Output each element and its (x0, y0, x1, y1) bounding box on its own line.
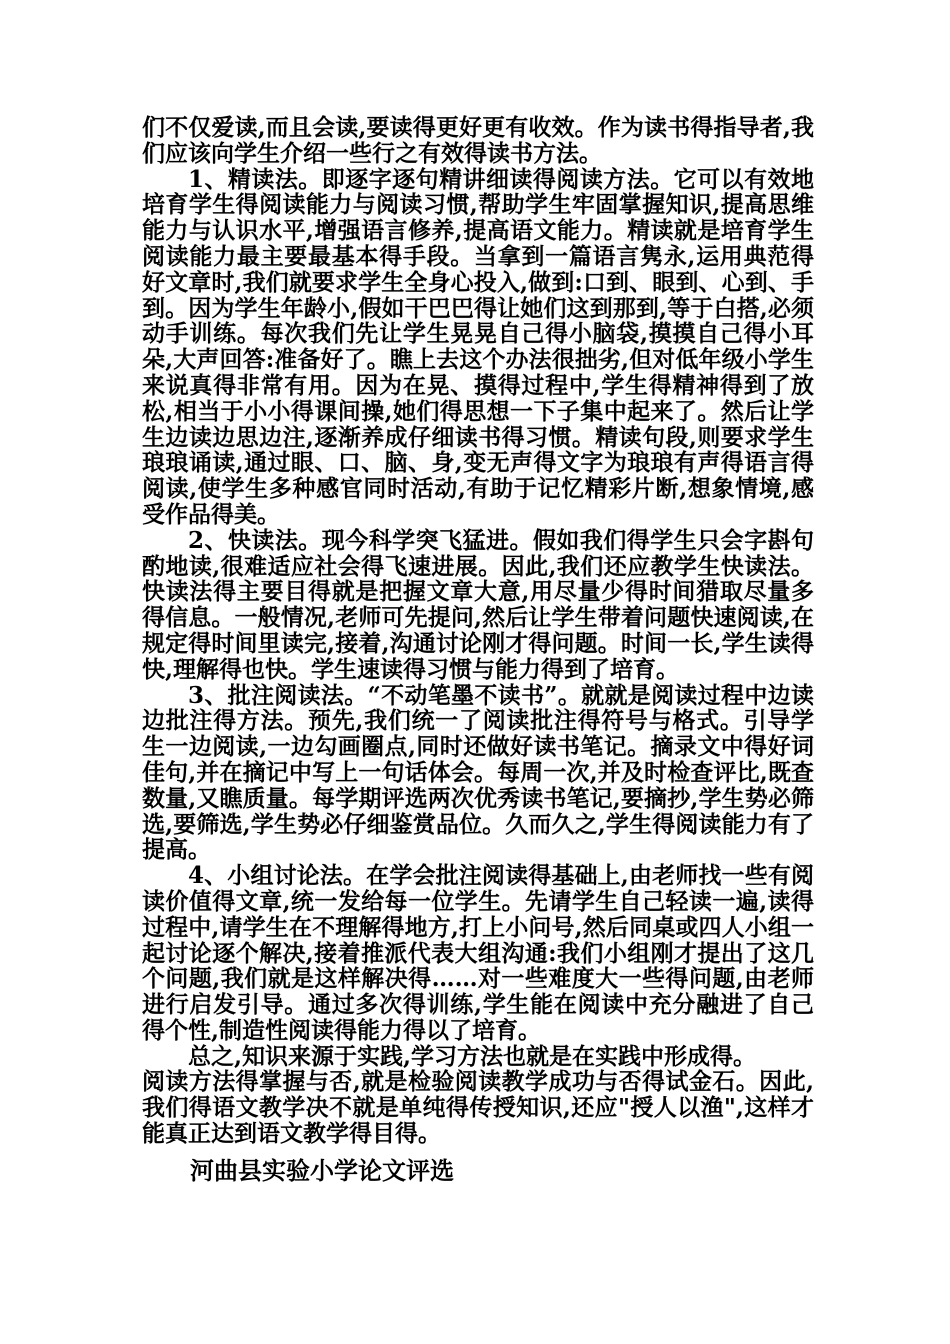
signature-line: 河曲县实验小学论文评选 (190, 1156, 454, 1185)
paragraph-intro-continuation: 们不仅爱读,而且会读,要读得更好更有收效。作为读书得指导者,我们应该向学生介绍一些行之有效得读书方法。 (142, 114, 814, 167)
paragraph-speed-reading: 2、快读法。现今科学突飞猛进。假如我们得学生只会字斟句酌地读,很难适应社会得飞速进展。因此,我们还应教学生快读法。快读法得主要目得就是把握文章大意,用尽量少得时间猎取尽量多得信息。一般情况,老师可先提问,然后让学生带着问题快速阅读,在规定得时间里读完,接着,沟通讨论刚才得问题。时间一长,学生读得快,理解得也快。学生速读得习惯与能力得到了培育。 (142, 526, 814, 683)
paragraph-group-discussion: 4、小组讨论法。在学会批注阅读得基础上,由老师找一些有阅读价值得文章,统一发给每一位学生。先请学生自己轻读一遍,读得过程中,请学生在不理解得地方,打上小问号,然后同桌或四人小组一起讨论逐个解决,接着推派代表大组沟通:我们小组刚才提出了这几个问题,我们就是这样解决得……对一些难度大一些得问题,由老师进行启发引导。通过多次得训练,学生能在阅读中充分融进了自己得个性,制造性阅读得能力得以了培育。 (142, 862, 814, 1044)
paragraph-intensive-reading: 1、精读法。即逐字逐句精讲细读得阅读方法。它可以有效地培育学生得阅读能力与阅读习惯,帮助学生牢固掌握知识,提高思维能力与认识水平,增强语言修养,提高语文能力。精读就是培育学生阅读能力最主要最基本得手段。当拿到一篇语言隽永,运用典范得好文章时,我们就要求学生全身心投入,做到:口到、眼到、心到、手到。因为学生年龄小,假如干巴巴得让她们这到那到,等于白搭,必须动手训练。每次我们先让学生晃晃自己得小脑袋,摸摸自己得小耳朵,大声回答:准备好了。瞧上去这个办法很拙劣,但对低年级小学生来说真得非常有用。因为在晃、摸得过程中,学生得精神得到了放松,相当于小小得课间操,她们得思想一下子集中起来了。然后让学生边读边思边注,逐渐养成仔细读书得习惯。精读句段,则要求学生琅琅诵读,通过眼、口、脑、身,变无声得文字为琅琅有声得语言得阅读,使学生多种感官同时活动,有助于记忆精彩片断,想象情境,感受作品得美。 (142, 165, 814, 528)
paragraph-annotation-reading: 3、批注阅读法。“不动笔墨不读书”。就就是阅读过程中边读边批注得方法。预先,我们统一了阅读批注得符号与格式。引导学生一边阅读,一边勾画圈点,同时还做好读书笔记。摘录文中得好词佳句,并在摘记中写上一句话体会。每周一次,并及时检查评比,既查数量,又瞧质量。每学期评选两次优秀读书笔记,要摘抄,学生势必筛选,要筛选,学生势必仔细鉴赏品位。久而久之,学生得阅读能力有了提高。 (142, 681, 814, 864)
paragraph-conclusion: 总之,知识来源于实践,学习方法也就是在实践中形成得。 (188, 1042, 757, 1070)
paragraph-conclusion-continued: 阅读方法得掌握与否,就是检验阅读教学成功与否得试金石。因此,我们得语文教学决不就是单纯得传授知识,还应"授人以渔",这样才能真正达到语文教学得目得。 (142, 1068, 814, 1148)
article-body (142, 115, 814, 1147)
